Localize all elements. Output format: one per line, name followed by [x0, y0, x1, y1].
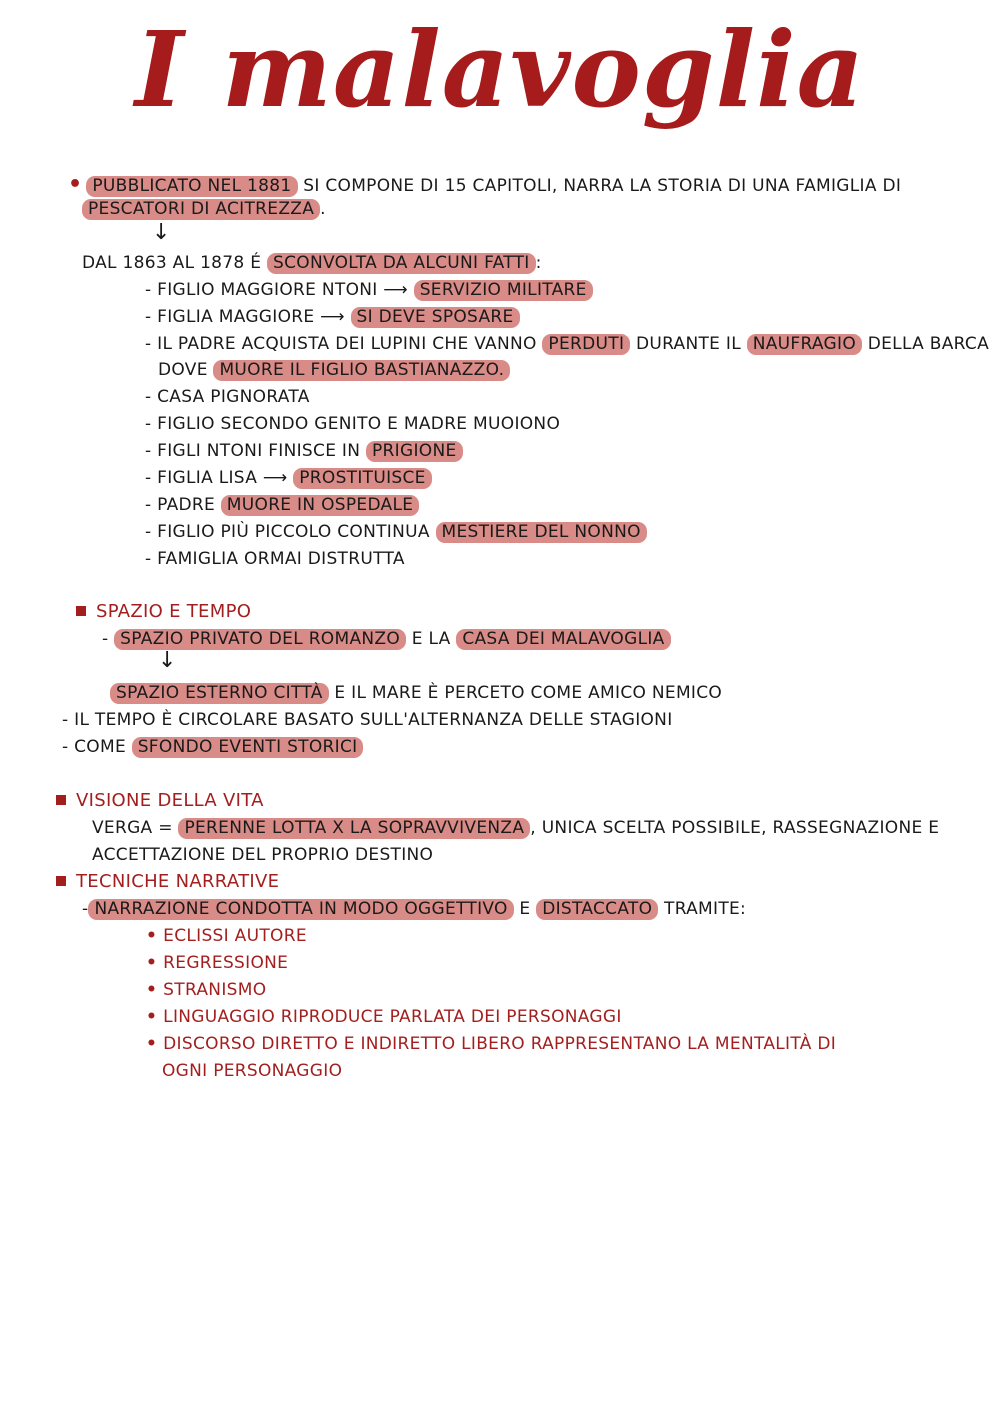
- bullet-dot-icon: •: [68, 172, 83, 197]
- intro-line-1: [68, 172, 901, 197]
- list-item: [146, 953, 288, 973]
- fact-line: [158, 360, 510, 380]
- list-item-text: REGRESSIONE: [163, 953, 289, 973]
- visione-line-1: [92, 818, 939, 838]
- spazio-line-3: - IL TEMPO È CIRCOLARE BASATO SULL'ALTERNANZA DELLE STAGIONI: [62, 710, 673, 730]
- tecniche-line-1: [82, 899, 746, 919]
- highlight-spazio-esterno: SPAZIO ESTERNO CITTÀ: [110, 683, 329, 704]
- list-item: [146, 1034, 836, 1054]
- down-arrow-icon: ↓: [152, 220, 171, 245]
- fact-text: - FIGLIO SECONDO GENITO E MADRE MUOIONO: [145, 414, 561, 434]
- intro-line-3: [82, 253, 542, 273]
- fact-highlight: PROSTITUISCE: [293, 468, 431, 489]
- list-item-text: DISCORSO DIRETTO E INDIRETTO LIBERO RAPPRESENTANO LA MENTALITÀ DI: [163, 1034, 837, 1054]
- intro-text-1: SI COMPONE DI 15 CAPITOLI, NARRA LA STORIA DI UNA FAMIGLIA DI: [303, 176, 902, 196]
- spazio-text: E IL MARE È PERCETO COME AMICO NEMICO: [334, 683, 723, 703]
- section-heading-tecniche: [56, 871, 279, 892]
- bullet-dot-icon: •: [146, 926, 158, 946]
- section-heading-visione: [56, 790, 264, 811]
- fact-highlight: MUORE IL FIGLIO BASTIANAZZO.: [213, 360, 510, 381]
- visione-text: , UNICA SCELTA POSSIBILE, RASSEGNAZIONE E: [530, 818, 940, 838]
- list-item-text: LINGUAGGIO RIPRODUCE PARLATA DEI PERSONAGGI: [163, 1007, 622, 1027]
- fact-highlight: MESTIERE DEL NONNO: [436, 522, 647, 543]
- fact-text: - FIGLI NTONI FINISCE IN: [145, 441, 361, 461]
- fact-text: - CASA PIGNORATA: [145, 387, 310, 407]
- intro-line-2: [82, 199, 326, 219]
- fact-line: [145, 280, 593, 300]
- spazio-text: - COME: [62, 737, 126, 757]
- fact-highlight: PRIGIONE: [366, 441, 463, 462]
- fact-text: - FAMIGLIA ORMAI DISTRUTTA: [145, 549, 405, 569]
- section-heading-text: VISIONE DELLA VITA: [76, 790, 264, 811]
- bullet-dot-icon: •: [146, 980, 158, 1000]
- fact-highlight: PERDUTI: [542, 334, 630, 355]
- fact-line: [145, 495, 419, 515]
- fact-text: - PADRE: [145, 495, 216, 515]
- list-item-text: STRANISMO: [163, 980, 267, 1000]
- fact-highlight: MUORE IN OSPEDALE: [221, 495, 419, 516]
- fact-line: [145, 441, 463, 461]
- fact-text: - FIGLIA LISA ⟶: [145, 468, 288, 488]
- intro-period: .: [320, 199, 326, 219]
- intro-text-3: DAL 1863 AL 1878 É: [82, 253, 262, 273]
- fact-text: DELLA BARCA: [867, 334, 990, 354]
- down-arrow-icon: ↓: [158, 648, 177, 673]
- spazio-line-4: [62, 737, 363, 757]
- square-bullet-icon: [56, 876, 66, 886]
- spazio-line-1: [102, 629, 671, 649]
- fact-line: [145, 549, 405, 569]
- dash: -: [82, 899, 89, 919]
- section-heading-spazio: [76, 601, 251, 622]
- highlight-casa: CASA DEI MALAVOGLIA: [456, 629, 670, 650]
- visione-line-2: ACCETTAZIONE DEL PROPRIO DESTINO: [92, 845, 434, 865]
- highlight-publication: PUBBLICATO NEL 1881: [86, 176, 297, 197]
- fact-line: [145, 387, 310, 407]
- list-item: [146, 1007, 622, 1027]
- list-item-continuation: OGNI PERSONAGGIO: [162, 1061, 343, 1081]
- square-bullet-icon: [56, 795, 66, 805]
- fact-line: [145, 414, 560, 434]
- fact-highlight: NAUFRAGIO: [747, 334, 862, 355]
- tecniche-text: E: [519, 899, 531, 919]
- list-item-text: ECLISSI AUTORE: [163, 926, 307, 946]
- highlight-sfondo: SFONDO EVENTI STORICI: [132, 737, 364, 758]
- spazio-line-2: [110, 683, 722, 703]
- fact-highlight: SI DEVE SPOSARE: [351, 307, 520, 328]
- fact-text: - FIGLIA MAGGIORE ⟶: [145, 307, 345, 327]
- highlight-sconvolta: SCONVOLTA DA ALCUNI FATTI: [267, 253, 536, 274]
- page-title: I malavoglia: [134, 8, 866, 131]
- fact-line: [145, 468, 432, 488]
- fact-text: - FIGLIO PIÙ PICCOLO CONTINUA: [145, 522, 430, 542]
- dash: -: [102, 629, 109, 649]
- fact-text: DOVE: [158, 360, 208, 380]
- fact-line: [145, 522, 647, 542]
- spazio-text: E LA: [411, 629, 451, 649]
- highlight-narrazione: NARRAZIONE CONDOTTA IN MODO OGGETTIVO: [88, 899, 513, 920]
- bullet-dot-icon: •: [146, 1007, 158, 1027]
- fact-text: - FIGLIO MAGGIORE NTONI ⟶: [145, 280, 408, 300]
- fact-highlight: SERVIZIO MILITARE: [414, 280, 593, 301]
- highlight-spazio-privato: SPAZIO PRIVATO DEL ROMANZO: [114, 629, 406, 650]
- bullet-dot-icon: •: [146, 953, 158, 973]
- highlight-distaccato: DISTACCATO: [536, 899, 658, 920]
- list-item: [146, 926, 307, 946]
- intro-colon: :: [535, 253, 542, 273]
- fact-line: [145, 334, 989, 354]
- section-heading-text: SPAZIO E TEMPO: [96, 601, 252, 622]
- visione-text: VERGA =: [92, 818, 173, 838]
- tecniche-text: TRAMITE:: [664, 899, 747, 919]
- section-heading-text: TECNICHE NARRATIVE: [76, 871, 280, 892]
- fact-text: - IL PADRE ACQUISTA DEI LUPINI CHE VANNO: [145, 334, 537, 354]
- highlight-perenne-lotta: PERENNE LOTTA X LA SOPRAVVIVENZA: [178, 818, 530, 839]
- list-item: [146, 980, 266, 1000]
- highlight-pescatori: PESCATORI DI ACITREZZA: [82, 199, 320, 220]
- fact-line: [145, 307, 520, 327]
- fact-text: DURANTE IL: [635, 334, 742, 354]
- bullet-dot-icon: •: [146, 1034, 158, 1054]
- square-bullet-icon: [76, 606, 86, 616]
